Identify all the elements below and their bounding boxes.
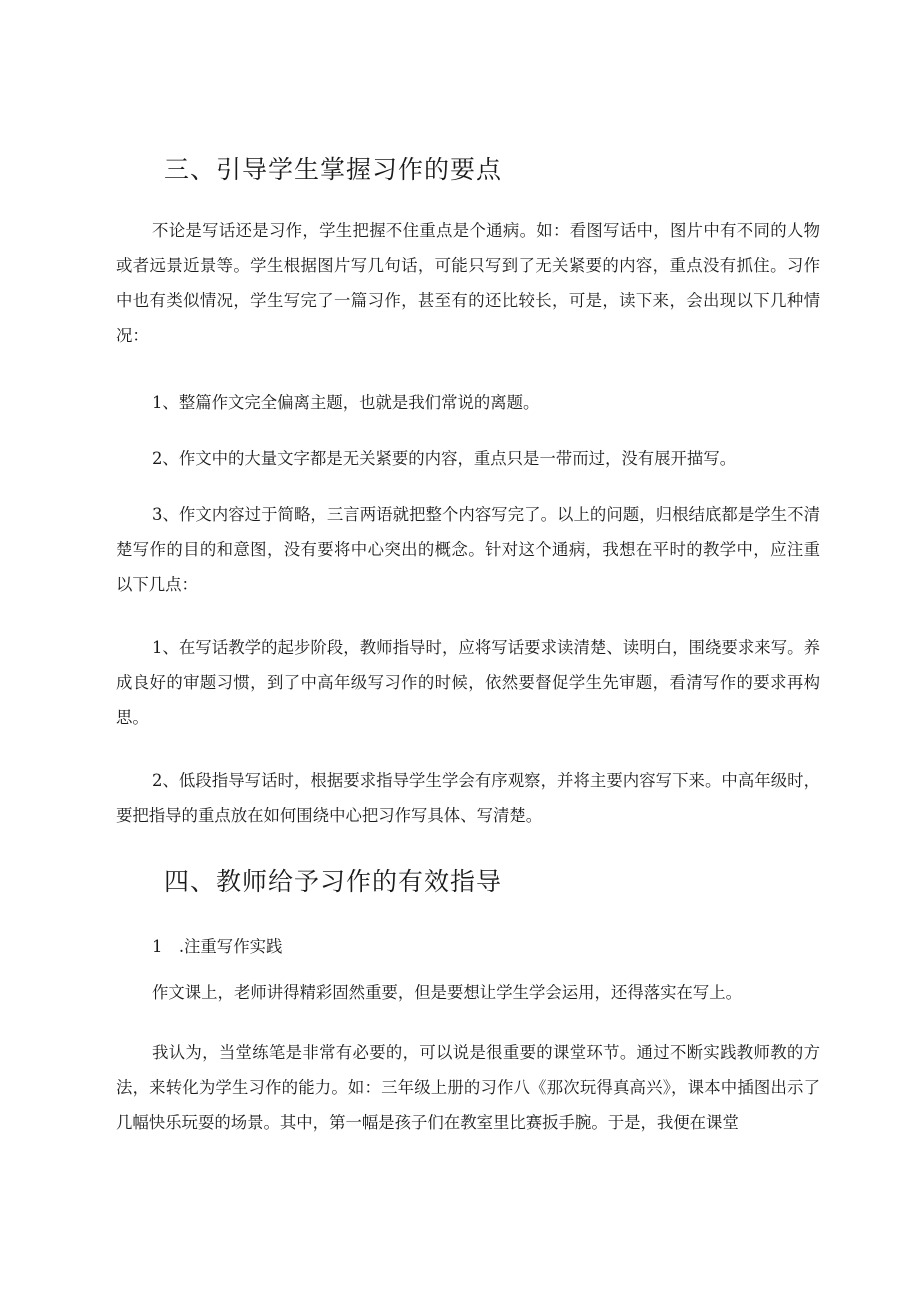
- guidance-point-2: 2、低段指导写话时，根据要求指导学生学会有序观察，并将主要内容写下来。中高年级时，要把指导的重点放在如何围绕中心把习作写具体、写清楚。: [116, 771, 820, 825]
- section-4-paragraph-2: 我认为，当堂练笔是非常有必要的，可以说是很重要的课堂环节。通过不断实践教师教的方法，来转化为学生习作的能力。如：三年级上册的习作八《那次玩得真高兴》，课本中插图出示了几幅快乐玩耍的场景。其中，第一幅是孩子们在教室里比赛扳手腕。于是，我便在课堂: [116, 1043, 820, 1132]
- problem-item-2: 2、作文中的大量文字都是无关紧要的内容，重点只是一带而过，没有展开描写。: [152, 449, 737, 468]
- problem-item-1: 1、整篇作文完全偏离主题，也就是我们常说的离题。: [152, 393, 540, 412]
- section-3-heading: 三、引导学生掌握习作的要点: [164, 155, 503, 184]
- problem-item-3: 3、作文内容过于简略，三言两语就把整个内容写完了。以上的问题，归根结底都是学生不清楚写作的目的和意图，没有要将中心突出的概念。针对这个通病，我想在平时的教学中，应注重以下几点：: [116, 505, 820, 594]
- section-3-intro-paragraph: 不论是写话还是习作，学生把握不住重点是个通病。如：看图写话中，图片中有不同的人物或者远景近景等。学生根据图片写几句话，可能只写到了无关紧要的内容，重点没有抓住。习作中也有类似情况，学生写完了一篇习作，甚至有的还比较长，可是，读下来，会出现以下几种情况：: [116, 221, 820, 345]
- guidance-point-1: 1、在写话教学的起步阶段，教师指导时，应将写话要求读清楚、读明白，围绕要求来写。养成良好的审题习惯，到了中高年级写习作的时候，依然要督促学生先审题，看清写作的要求再构思。: [116, 638, 820, 727]
- section-4-heading: 四、教师给予习作的有效指导: [164, 867, 503, 896]
- section-4-subheading: 1 .注重写作实践: [152, 937, 283, 956]
- section-4-paragraph-1: 作文课上，老师讲得精彩固然重要，但是要想让学生学会运用，还得落实在写上。: [152, 983, 743, 1002]
